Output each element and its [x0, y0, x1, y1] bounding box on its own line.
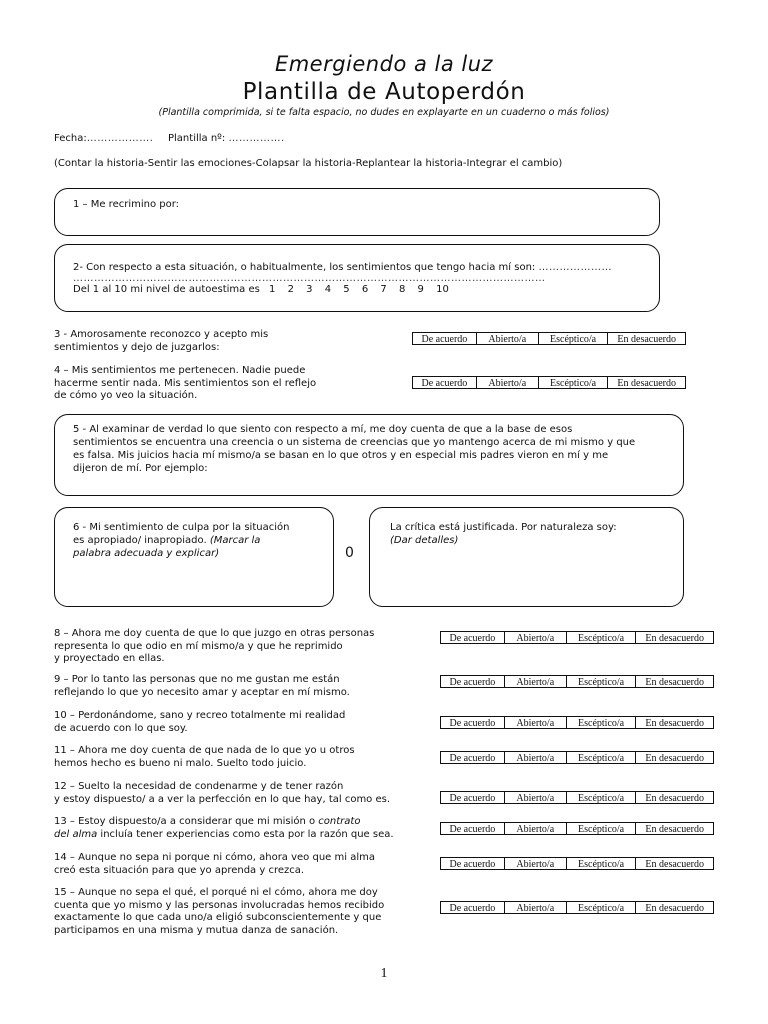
- option-en-desacuerdo[interactable]: En desacuerdo: [617, 334, 676, 344]
- autoestima-label: Del 1 al 10 mi nivel de autoestima es: [73, 284, 260, 295]
- or-symbol: 0: [345, 545, 354, 561]
- option-en-desacuerdo[interactable]: En desacuerdo: [617, 378, 676, 388]
- question-13: [54, 816, 414, 841]
- option-en-desacuerdo[interactable]: En desacuerdo: [645, 824, 704, 834]
- option-abierto[interactable]: Abierto/a: [477, 333, 539, 344]
- option-en-desacuerdo[interactable]: En desacuerdo: [645, 677, 704, 687]
- option-de-acuerdo[interactable]: De acuerdo: [441, 858, 505, 869]
- option-esceptico[interactable]: Escéptico/a: [567, 792, 637, 803]
- box-2-text: 2- Con respecto a esta situación, o habitualmente, los sentimientos que tengo hacia mí son:: [73, 262, 536, 273]
- option-de-acuerdo[interactable]: De acuerdo: [441, 752, 505, 763]
- autoestima-scale: [73, 283, 641, 296]
- option-esceptico[interactable]: Escéptico/a: [567, 752, 637, 763]
- option-de-acuerdo[interactable]: De acuerdo: [413, 377, 477, 388]
- options-q3: [412, 332, 686, 345]
- option-de-acuerdo[interactable]: De acuerdo: [441, 823, 505, 834]
- question-13-line-2: [54, 829, 414, 842]
- plantilla-label: Plantilla nº:: [168, 133, 226, 144]
- question-12: [54, 781, 414, 806]
- question-10-line-2: de acuerdo con lo que soy.: [54, 722, 188, 734]
- question-13-line-1b: contrato: [318, 816, 361, 827]
- options-q12: [440, 791, 714, 804]
- options-q9: [440, 675, 714, 688]
- scale-3[interactable]: 3: [306, 284, 313, 295]
- question-15: [54, 887, 414, 937]
- box-6-line-2b: (Marcar la: [209, 535, 261, 546]
- option-esceptico[interactable]: Escéptico/a: [567, 676, 637, 687]
- scale-2[interactable]: 2: [287, 284, 294, 295]
- question-4: [54, 365, 394, 403]
- question-15-line-4: participamos en una misma y mutua danza de sanación.: [54, 924, 339, 936]
- option-esceptico[interactable]: Escéptico/a: [567, 823, 637, 834]
- box-7-line-2: (Dar detalles): [390, 535, 459, 546]
- question-15-line-2: cuenta que yo mismo y las personas involucradas hemos recibido: [54, 899, 385, 911]
- question-8: [54, 628, 414, 666]
- box-6-line-2: [73, 534, 315, 547]
- box-6-line-2a: es apropiado/ inapropiado.: [73, 535, 207, 546]
- question-8-line-1: 8 – Ahora me doy cuenta de que lo que juzgo en otras personas: [54, 628, 375, 639]
- question-10: [54, 710, 414, 735]
- box-5-line-4: dijeron de mí. Por ejemplo:: [73, 463, 208, 474]
- option-esceptico[interactable]: Escéptico/a: [539, 377, 609, 388]
- question-12-line-1: 12 – Suelto la necesidad de condenarme y de tener razón: [54, 781, 344, 792]
- plantilla-field: [168, 132, 285, 145]
- option-abierto[interactable]: Abierto/a: [505, 792, 567, 803]
- fecha-label: Fecha:: [54, 133, 87, 144]
- options-q15: [440, 901, 714, 914]
- box-6-line-3: palabra adecuada y explicar): [73, 548, 220, 559]
- question-10-line-1: 10 – Perdonándome, sano y recreo totalmente mi realidad: [54, 710, 346, 721]
- instructions: (Contar la historia-Sentir las emociones-Colapsar la historia-Replantear la historia-Integrar el cambio): [54, 158, 563, 169]
- options-q14: [440, 857, 714, 870]
- option-abierto[interactable]: Abierto/a: [505, 632, 567, 643]
- question-11: [54, 745, 414, 770]
- fecha-value[interactable]: ……………….: [86, 133, 154, 144]
- question-9-line-1: 9 – Por lo tanto las personas que no me gustan me están: [54, 674, 340, 685]
- question-3: [54, 329, 394, 354]
- page-number: 1: [380, 966, 388, 981]
- option-de-acuerdo[interactable]: De acuerdo: [441, 792, 505, 803]
- option-de-acuerdo[interactable]: De acuerdo: [413, 333, 477, 344]
- question-11-line-1: 11 – Ahora me doy cuenta de que nada de lo que yo u otros: [54, 745, 355, 756]
- box-2-dots-end: …………………: [538, 262, 612, 273]
- option-abierto[interactable]: Abierto/a: [505, 676, 567, 687]
- scale-5[interactable]: 5: [343, 284, 350, 295]
- option-esceptico[interactable]: Escéptico/a: [567, 902, 637, 913]
- option-abierto[interactable]: Abierto/a: [505, 858, 567, 869]
- scale-10[interactable]: 10: [436, 284, 449, 295]
- question-9-line-2: reflejando lo que yo necesito amar y aceptar en mí mismo.: [54, 686, 350, 698]
- question-13-line-1: [54, 816, 414, 829]
- box-2-sentimientos[interactable]: [54, 244, 660, 312]
- box-2-line-1: [73, 261, 641, 274]
- box-6-line-1: 6 - Mi sentimiento de culpa por la situación: [73, 522, 290, 533]
- question-12-line-2: y estoy dispuesto/ a a ver la perfección en lo que hay, tal como es.: [54, 793, 391, 805]
- box-7-critica[interactable]: [369, 507, 684, 607]
- document-title-italic: Emergiendo a la luz: [274, 52, 494, 76]
- options-q4: [412, 376, 686, 389]
- box-2-dots-line: ………………………………………………………………………………………………………………………: [73, 274, 546, 283]
- option-esceptico[interactable]: Escéptico/a: [567, 717, 637, 728]
- question-13-line-1a: 13 – Estoy dispuesto/a a considerar que mi misión o: [54, 816, 316, 827]
- options-q13: [440, 822, 714, 835]
- question-8-line-2: representa lo que odio en mí mismo/a y que he reprimido: [54, 640, 343, 652]
- option-de-acuerdo[interactable]: De acuerdo: [441, 676, 505, 687]
- option-en-desacuerdo[interactable]: En desacuerdo: [645, 793, 704, 803]
- fecha-field: [54, 132, 153, 145]
- box-1-recrimino[interactable]: [54, 188, 660, 236]
- option-esceptico[interactable]: Escéptico/a: [567, 632, 637, 643]
- question-13-line-2b: incluía tener experiencias como esta por la razón que sea.: [100, 828, 394, 840]
- options-q10: [440, 716, 714, 729]
- option-abierto[interactable]: Abierto/a: [477, 377, 539, 388]
- scale-1[interactable]: 1: [269, 284, 276, 295]
- option-de-acuerdo[interactable]: De acuerdo: [441, 632, 505, 643]
- plantilla-value[interactable]: …………….: [228, 133, 285, 144]
- question-14-line-1: 14 – Aunque no sepa ni porque ni cómo, ahora veo que mi alma: [54, 852, 375, 863]
- question-4-line-3: de cómo yo veo la situación.: [54, 390, 198, 401]
- option-esceptico[interactable]: Escéptico/a: [539, 333, 609, 344]
- question-3-line-1: 3 - Amorosamente reconozco y acepto mis: [54, 329, 269, 340]
- document-title: Plantilla de Autoperdón: [242, 79, 526, 105]
- question-8-line-3: y proyectado en ellas.: [54, 653, 165, 664]
- scale-4[interactable]: 4: [324, 284, 332, 295]
- question-4-line-2: hacerme sentir nada. Mis sentimientos son el reflejo: [54, 377, 317, 389]
- box-7-line-1: La crítica está justificada. Por naturaleza soy:: [390, 522, 617, 533]
- box-5-line-2: sentimientos se encuentra una creencia o un sistema de creencias que yo mantengo acerca de mi mismo y que: [73, 437, 636, 448]
- question-13-line-2a: del alma: [54, 828, 98, 840]
- question-15-line-3: exactamente lo que cada uno/a eligió subconscientemente y que: [54, 912, 382, 923]
- question-15-line-1: 15 – Aunque no sepa el qué, el porqué ni el cómo, ahora me doy: [54, 887, 378, 898]
- option-de-acuerdo[interactable]: De acuerdo: [441, 902, 505, 913]
- question-9: [54, 674, 414, 699]
- options-q8: [440, 631, 714, 644]
- option-de-acuerdo[interactable]: De acuerdo: [441, 717, 505, 728]
- box-5-creencias[interactable]: [54, 414, 684, 496]
- options-q11: [440, 751, 714, 764]
- question-11-line-2: hemos hecho es bueno ni malo. Suelto todo juicio.: [54, 757, 307, 769]
- box-5-line-3: es falsa. Mis juicios hacia mí mismo/a se basan en lo que otros y en especial mis padres vieron en mí y me: [73, 450, 609, 461]
- option-abierto[interactable]: Abierto/a: [505, 823, 567, 834]
- scale-7[interactable]: 7: [380, 284, 387, 295]
- option-abierto[interactable]: Abierto/a: [505, 717, 567, 728]
- box-1-text: 1 – Me recrimino por:: [73, 199, 180, 210]
- document-subtitle: (Plantilla comprimida, si te falta espacio, no dudes en explayarte en un cuaderno o más folios): [158, 107, 610, 118]
- option-en-desacuerdo[interactable]: En desacuerdo: [645, 753, 704, 763]
- option-en-desacuerdo[interactable]: En desacuerdo: [645, 633, 704, 643]
- option-en-desacuerdo[interactable]: En desacuerdo: [645, 718, 704, 728]
- option-en-desacuerdo[interactable]: En desacuerdo: [645, 903, 704, 913]
- option-abierto[interactable]: Abierto/a: [505, 752, 567, 763]
- option-esceptico[interactable]: Escéptico/a: [567, 858, 637, 869]
- scale-6[interactable]: 6: [361, 284, 369, 295]
- scale-9[interactable]: 9: [417, 284, 424, 295]
- question-3-line-2: sentimientos y dejo de juzgarlos:: [54, 341, 220, 353]
- option-abierto[interactable]: Abierto/a: [505, 902, 567, 913]
- box-6-culpa[interactable]: [54, 507, 334, 607]
- box-5-line-1: 5 - Al examinar de verdad lo que siento con respecto a mí, me doy cuenta de que a la base de esos: [73, 424, 573, 435]
- question-14-line-2: creó esta situación para que yo aprenda y crezca.: [54, 864, 305, 876]
- scale-8[interactable]: 8: [398, 284, 406, 295]
- question-14: [54, 852, 414, 877]
- question-4-line-1: 4 – Mis sentimientos me pertenecen. Nadie puede: [54, 365, 306, 376]
- option-en-desacuerdo[interactable]: En desacuerdo: [645, 859, 704, 869]
